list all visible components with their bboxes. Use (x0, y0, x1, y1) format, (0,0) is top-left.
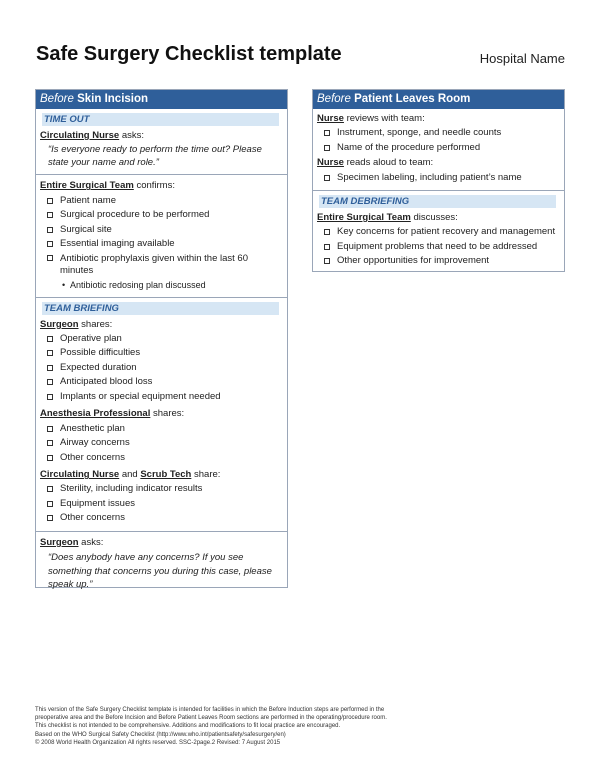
role-verb: asks: (81, 536, 104, 548)
checklist-item[interactable] (317, 171, 560, 186)
checklist-item[interactable] (40, 346, 283, 361)
role-conjunction: and (121, 469, 138, 481)
item-label: Key concerns for patient recovery and management (337, 226, 556, 238)
team-briefing-section (36, 302, 287, 532)
footer-line: preoperative area and the Before Incision and Before Patient Leaves Room sections are performed in the operating/procedure room. (35, 715, 387, 722)
checkbox-icon[interactable] (47, 198, 53, 204)
checklist-item[interactable] (317, 240, 560, 255)
item-label: Surgical site (60, 223, 112, 235)
item-label: Instrument, sponge, and needle counts (337, 127, 502, 139)
item-label: Patient name (60, 194, 116, 206)
item-label: Other opportunities for improvement (337, 255, 490, 267)
surgeon-asks-section (36, 536, 287, 597)
role-line (40, 536, 283, 550)
checkbox-icon[interactable] (47, 227, 53, 233)
checklist-item[interactable] (40, 361, 283, 376)
checklist-item[interactable] (40, 451, 283, 466)
role-name: Anesthesia Professional (40, 408, 151, 420)
footer-notes (35, 706, 455, 747)
checkbox-icon[interactable] (324, 145, 330, 151)
role-verb: reviews with team: (346, 113, 425, 124)
nurse-section (313, 112, 564, 191)
checkbox-icon[interactable] (47, 440, 53, 446)
checkbox-icon[interactable] (324, 229, 330, 235)
section-label: TEAM BRIEFING (42, 302, 279, 315)
role-name: Nurse (317, 157, 344, 169)
checkbox-icon[interactable] (47, 365, 53, 371)
checkbox-icon[interactable] (47, 501, 53, 507)
checkbox-icon[interactable] (47, 426, 53, 432)
header-before: Before (40, 93, 74, 105)
role-line (317, 112, 560, 126)
footer-line: Based on the WHO Surgical Safety Checklist (http://www.who.int/patientsafety/safesurgery/en) (35, 731, 286, 738)
checkbox-icon[interactable] (47, 394, 53, 400)
sub-item (40, 279, 283, 292)
role-verb: discusses: (413, 212, 458, 224)
item-label: Equipment problems that need to be addressed (337, 240, 538, 252)
role-verb: share: (194, 469, 221, 481)
time-out-section (36, 113, 287, 175)
item-label: Expected duration (60, 361, 137, 373)
checkbox-icon[interactable] (324, 244, 330, 250)
item-label: Antibiotic prophylaxis given within the last 60 minutes (60, 252, 248, 276)
section-label: TIME OUT (42, 113, 279, 126)
checklist-item[interactable] (317, 126, 560, 141)
header-title: Skin Incision (77, 93, 149, 105)
role-verb: shares: (153, 408, 185, 420)
footer-line: This checklist is not intended to be comprehensive. Additions and modifications to fit local practice are encouraged. (35, 723, 341, 730)
prompt-quote: “Does anybody have any concerns? If you see something that concerns you during this case, please speak up.” (48, 552, 272, 591)
item-label: Other concerns (60, 451, 125, 463)
item-label: Anticipated blood loss (60, 376, 153, 388)
checkbox-icon[interactable] (47, 379, 53, 385)
checklist-item[interactable] (40, 375, 283, 390)
checkbox-icon[interactable] (47, 255, 53, 261)
checklist-item[interactable] (40, 482, 283, 497)
item-label: Specimen labeling, including patient’s name (337, 171, 522, 183)
role-verb: confirms: (136, 180, 175, 192)
panel-header (313, 90, 564, 109)
role-line (317, 156, 560, 170)
header-before: Before (317, 93, 351, 105)
checklist-item[interactable] (40, 422, 283, 437)
header-title: Patient Leaves Room (354, 93, 471, 105)
checkbox-icon[interactable] (47, 486, 53, 492)
item-label: Operative plan (60, 332, 122, 344)
checklist-item[interactable] (40, 194, 283, 209)
section-label: TEAM DEBRIEFING (319, 195, 556, 208)
checkbox-icon[interactable] (47, 515, 53, 521)
item-label: Name of the procedure performed (337, 141, 481, 153)
checklist-item[interactable] (40, 237, 283, 252)
item-label: Essential imaging available (60, 238, 175, 250)
checkbox-icon[interactable] (47, 455, 53, 461)
item-label: Surgical procedure to be performed (60, 209, 210, 221)
hospital-name: Hospital Name (479, 51, 565, 66)
confirm-section (36, 179, 287, 297)
footer-line: This version of the Safe Surgery Checklist template is intended for facilities in which the Before Induction steps are performed in the (35, 707, 385, 713)
checkbox-icon[interactable] (324, 175, 330, 181)
checklist-item[interactable] (40, 390, 283, 405)
item-label: Anesthetic plan (60, 422, 125, 434)
checkbox-icon[interactable] (324, 130, 330, 136)
checkbox-icon[interactable] (47, 336, 53, 342)
role-name: Surgeon (40, 318, 79, 330)
sub-item-label: Antibiotic redosing plan discussed (70, 279, 206, 290)
prompt-quote: “Is everyone ready to perform the time out? Please state your name and role.” (48, 144, 262, 168)
item-label: Airway concerns (60, 437, 130, 449)
team-debriefing-section (313, 195, 564, 274)
before-skin-incision-panel (35, 89, 288, 591)
role-verb: reads aloud to team: (346, 157, 434, 169)
checklist-item[interactable] (317, 254, 560, 269)
role-line (40, 129, 283, 143)
item-label: Equipment issues (60, 497, 135, 509)
checkbox-icon[interactable] (324, 258, 330, 264)
copyright-line: © 2008 World Health Organization All rights reserved. SSC-2page.2 Revised: 7 August 2015 (35, 739, 281, 746)
checklist-item[interactable] (40, 253, 283, 277)
item-label: Other concerns (60, 512, 125, 524)
item-label: Possible difficulties (60, 347, 141, 359)
checklist-item[interactable] (40, 332, 283, 347)
checklist-item[interactable] (40, 223, 283, 238)
role-name: Entire Surgical Team (317, 212, 411, 224)
checkbox-icon[interactable] (47, 350, 53, 356)
checklist-item[interactable] (40, 208, 283, 223)
role-verb: shares: (81, 318, 113, 330)
role-name: Surgeon (40, 536, 79, 548)
role-line (40, 407, 283, 421)
checklist-item[interactable] (40, 511, 283, 526)
checklist-item[interactable] (317, 141, 560, 156)
role-name: Nurse (317, 113, 344, 124)
checklist-item[interactable] (40, 497, 283, 512)
role-line (40, 318, 283, 332)
role-name: Circulating Nurse (40, 469, 120, 481)
role-name: Entire Surgical Team (40, 180, 134, 192)
checkbox-icon[interactable] (47, 212, 53, 218)
role-line (40, 179, 283, 193)
page-title: Safe Surgery Checklist template (36, 43, 342, 65)
role-verb: asks: (121, 130, 145, 141)
checklist-item[interactable] (40, 436, 283, 451)
before-patient-leaves-room-panel (312, 89, 565, 272)
role-name: Scrub Tech (140, 469, 192, 481)
role-name: Circulating Nurse (40, 130, 120, 141)
panel-header (36, 90, 287, 109)
bullet-icon: • (62, 279, 66, 290)
checklist-item[interactable] (317, 225, 560, 240)
item-label: Sterility, including indicator results (60, 483, 203, 495)
role-line (40, 468, 283, 482)
checkbox-icon[interactable] (47, 241, 53, 247)
role-line (317, 211, 560, 225)
item-label: Implants or special equipment needed (60, 390, 221, 402)
